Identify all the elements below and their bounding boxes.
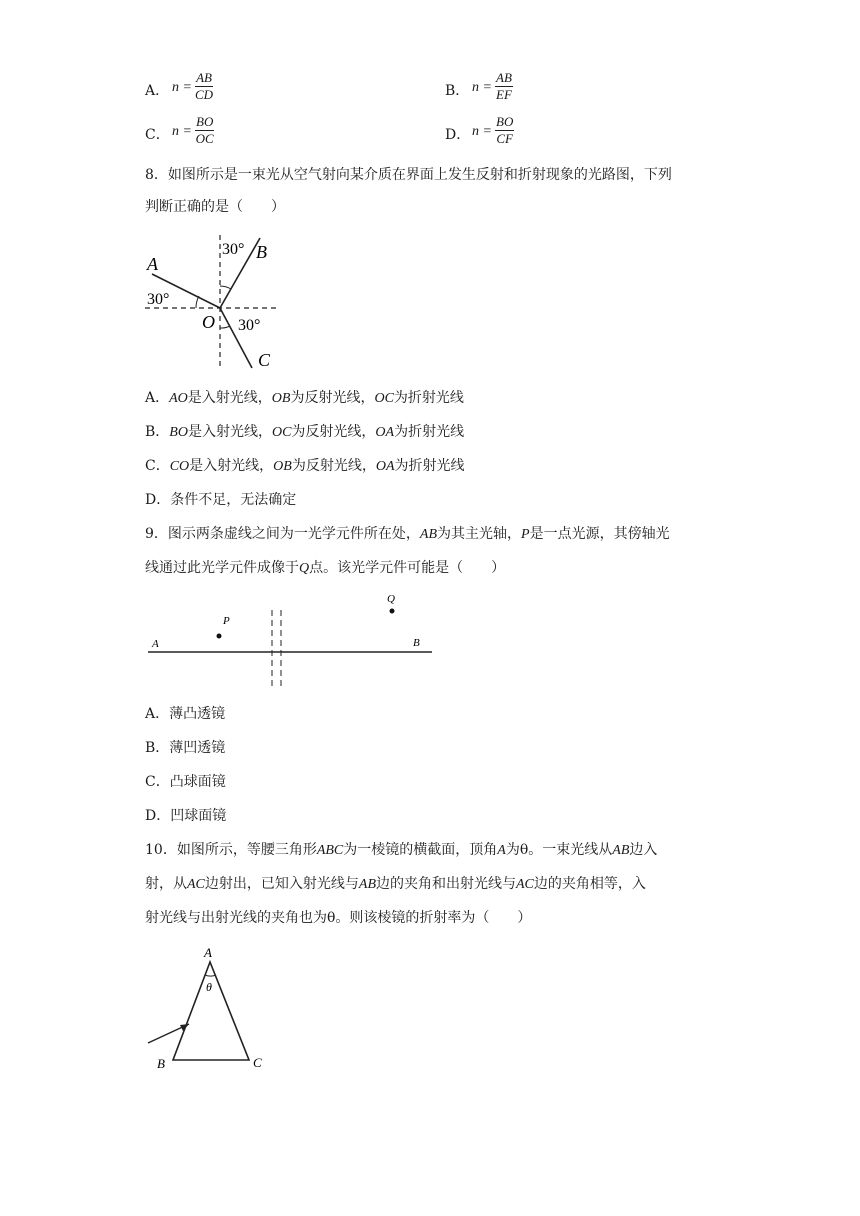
point-name: Q	[299, 561, 310, 576]
option-text: 为反射光线，	[290, 390, 375, 406]
denominator: EF	[496, 87, 512, 102]
option-text: 是入射光线，	[189, 458, 274, 474]
q8-option-c[interactable]	[145, 456, 465, 477]
stem-text: 为一棱镜的横截面，顶角	[343, 842, 498, 858]
option-label: B．	[145, 424, 170, 440]
label-a: A	[147, 254, 158, 274]
label-b: B	[413, 637, 420, 649]
q8-stem-line1: 8．如图所示是一束光从空气射向某介质在界面上发生反射和折射现象的光路图，下列	[145, 167, 672, 183]
side-name: AB	[358, 877, 376, 892]
ray-name: OB	[273, 459, 292, 474]
q9-stem-line1	[145, 524, 670, 545]
option-label: C．	[145, 458, 170, 474]
option-label: A．	[145, 390, 170, 406]
option-text: 为折射光线	[394, 424, 465, 440]
prism-triangle	[173, 962, 249, 1060]
equation-var: n =	[472, 124, 492, 139]
angle-arc-top	[220, 286, 231, 289]
q10-stem-line3: 射光线与出射光线的夹角也为θ。则该棱镜的折射率为（ ）	[145, 910, 532, 926]
q8-option-d[interactable]: D．条件不足，无法确定	[145, 492, 297, 508]
option-text: 为折射光线	[393, 390, 464, 406]
axis-name: AB	[419, 527, 438, 542]
angle-label-top: 30°	[222, 241, 245, 258]
ray-name: BO	[169, 425, 188, 440]
numerator: AB	[496, 70, 512, 85]
ray-name: OA	[375, 459, 395, 474]
point-q	[390, 609, 395, 614]
label-q: Q	[387, 593, 395, 605]
stem-text: 边的夹角和出射光线与	[376, 876, 516, 892]
denominator: CD	[195, 87, 214, 102]
equation-var: n =	[472, 80, 492, 95]
angle-arc-left	[196, 296, 199, 308]
stem-text: 点。该光学元件可能是（ ）	[309, 560, 506, 576]
fraction	[195, 114, 214, 147]
equation-var: n =	[172, 124, 192, 139]
point-p	[217, 634, 222, 639]
q9-option-d[interactable]: D．凹球面镜	[145, 808, 227, 824]
q10-prism-figure	[140, 940, 275, 1075]
stem-text: 线通过此光学元件成像于	[145, 560, 299, 576]
label-a: A	[204, 945, 212, 960]
label-b: B	[157, 1056, 165, 1071]
option-text: 为折射光线	[394, 458, 465, 474]
denominator: CF	[496, 131, 513, 146]
q8-stem-line2: 判断正确的是（ ）	[145, 199, 285, 215]
ray-name: OC	[374, 391, 394, 406]
q8-option-b[interactable]	[145, 422, 464, 443]
ray-name: OB	[271, 391, 291, 406]
q8-option-a[interactable]	[145, 388, 464, 409]
option-text: 是入射光线，	[187, 390, 272, 406]
stem-text: 射，从	[145, 876, 187, 892]
q9-stem-line2	[145, 558, 505, 579]
triangle-name: ABC	[316, 843, 344, 858]
q10-stem-line1	[145, 840, 657, 861]
q9-optical-axis-figure	[140, 588, 440, 693]
numerator: BO	[496, 114, 514, 129]
numerator: BO	[196, 114, 214, 129]
label-b: B	[256, 242, 267, 262]
angle-arc-bottom	[220, 326, 230, 328]
option-text: 为反射光线，	[291, 424, 376, 440]
fraction	[495, 70, 513, 103]
stem-text: 边入	[629, 842, 658, 858]
fraction	[495, 114, 514, 147]
side-name: AC	[516, 877, 534, 892]
q9-option-c[interactable]: C．凸球面镜	[145, 774, 226, 790]
label-a: A	[152, 638, 159, 650]
stem-text: 为θ。一束光线从	[505, 842, 613, 858]
option-label: A．	[145, 83, 170, 99]
ray-name: CO	[169, 459, 190, 474]
denominator: OC	[195, 131, 214, 146]
fraction	[195, 70, 213, 103]
label-theta: θ	[206, 980, 212, 994]
option-label: C．	[145, 127, 170, 143]
stem-text: 9．图示两条虚线之间为一光学元件所在处，	[145, 526, 420, 542]
option-label: B．	[445, 83, 470, 99]
angle-label-left: 30°	[147, 291, 170, 308]
angle-label-bottom: 30°	[238, 317, 261, 334]
q9-option-b[interactable]: B．薄凹透镜	[145, 740, 226, 756]
q8-light-path-figure	[140, 230, 290, 375]
label-o: O	[202, 312, 215, 332]
ray-name: AO	[169, 391, 188, 406]
ray-name: OA	[375, 425, 395, 440]
option-label: D．	[445, 127, 471, 143]
numerator: AB	[196, 70, 212, 85]
point-name: P	[521, 527, 530, 542]
option-text: 为反射光线，	[291, 458, 376, 474]
stem-text: 10．如图所示，等腰三角形	[145, 842, 317, 858]
ray-name: OC	[271, 425, 292, 440]
stem-text: 边射出，已知入射光线与	[204, 876, 359, 892]
side-name: AC	[187, 877, 205, 892]
equation-var: n =	[172, 80, 192, 95]
q10-stem-line2	[145, 874, 646, 895]
side-name: AB	[612, 843, 630, 858]
vertex-name: A	[497, 843, 506, 858]
option-text: 是入射光线，	[187, 424, 272, 440]
stem-text: 边的夹角相等，入	[533, 876, 646, 892]
stem-text: 是一点光源，其傍轴光	[529, 526, 670, 542]
label-p: P	[223, 615, 230, 627]
q9-option-a[interactable]: A．薄凸透镜	[145, 706, 226, 722]
apex-angle-arc	[205, 975, 216, 976]
stem-text: 为其主光轴，	[437, 526, 522, 542]
label-c: C	[253, 1055, 262, 1070]
label-c: C	[258, 350, 271, 370]
